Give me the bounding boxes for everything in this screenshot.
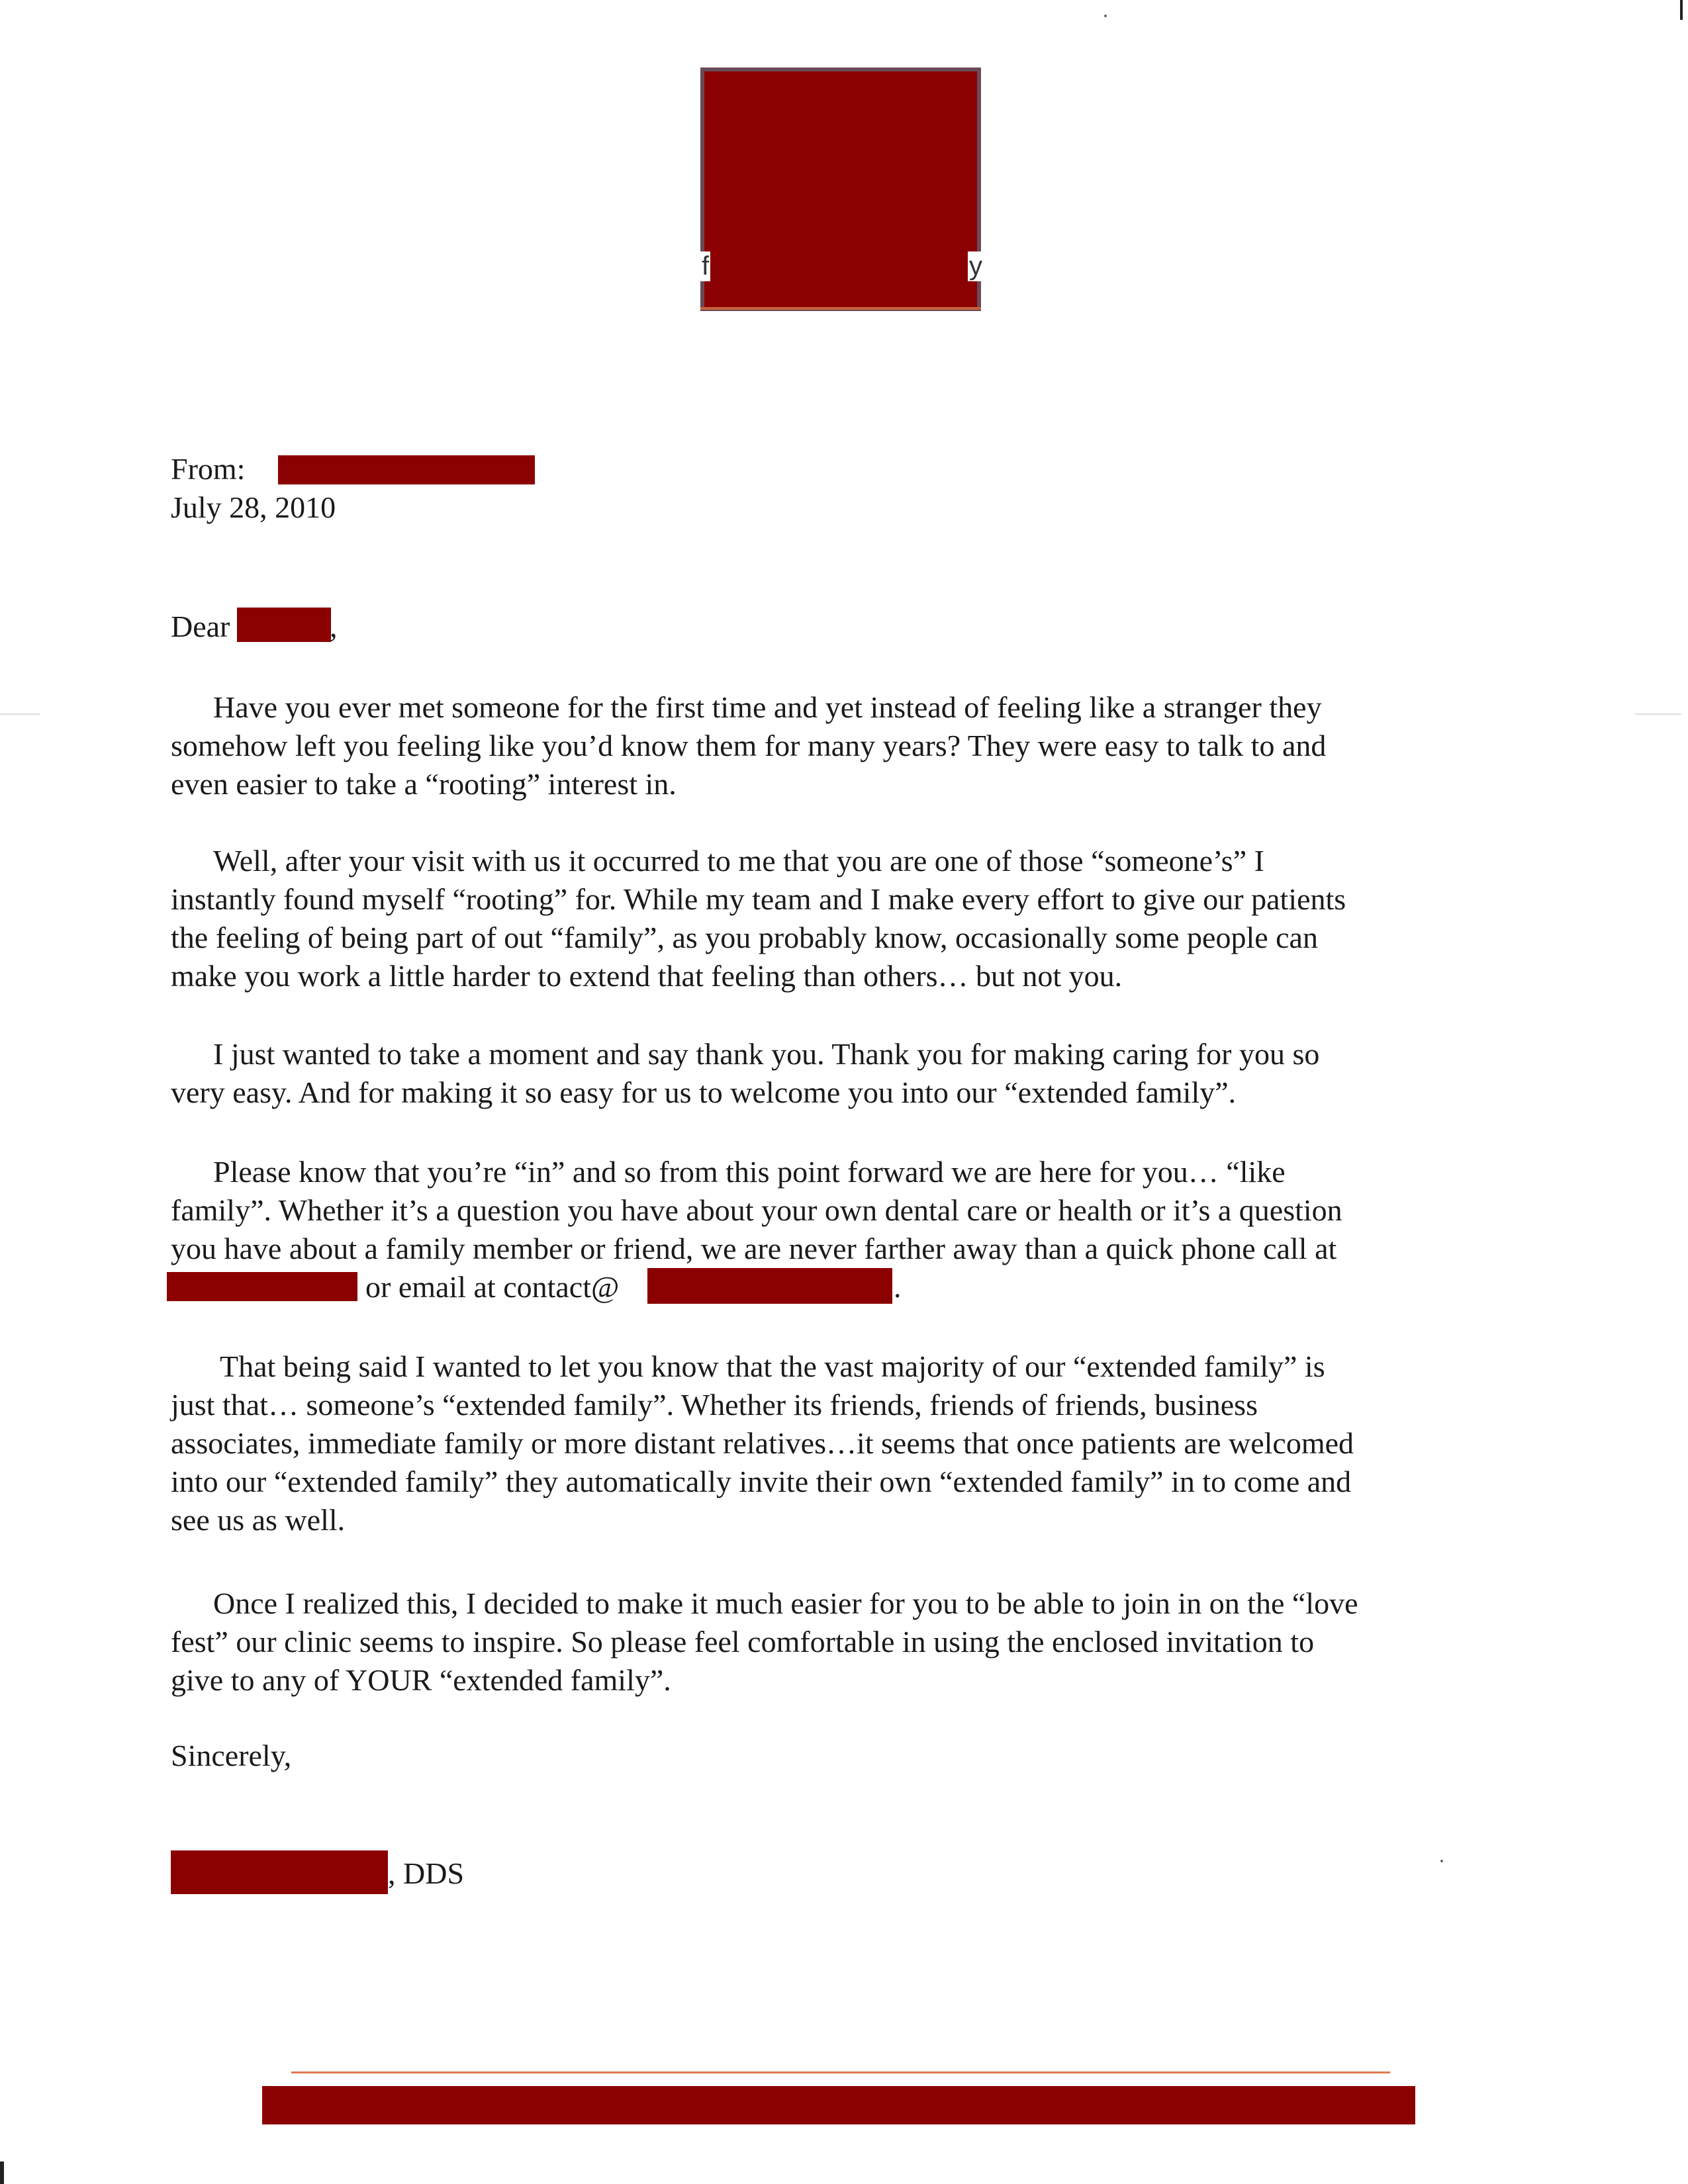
- redacted-logo: [700, 68, 981, 311]
- paragraph-5: [171, 1347, 1495, 1539]
- from-line: [171, 450, 245, 488]
- scan-edge-mark: [0, 2161, 4, 2184]
- logo-right-glyph: y: [969, 251, 982, 281]
- paragraph-4: [171, 1153, 1495, 1268]
- scan-edge-mark: [1680, 0, 1683, 20]
- margin-tick: [0, 713, 40, 715]
- paragraph-line: give to any of YOUR “extended family”.: [171, 1663, 671, 1697]
- margin-tick: [1635, 713, 1681, 715]
- paragraph-2: [171, 842, 1495, 995]
- paragraph-1: [171, 688, 1495, 803]
- redacted-phone-number: [167, 1272, 357, 1301]
- paragraph-line: even easier to take a “rooting” interest in.: [171, 767, 677, 801]
- paragraph-6: [171, 1584, 1495, 1700]
- signature-credential: , DDS: [388, 1856, 465, 1890]
- from-label: From:: [171, 452, 246, 486]
- paragraph-line: Have you ever met someone for the first time and yet instead of feeling like a stranger they: [213, 690, 1322, 724]
- paragraph-line: see us as well.: [171, 1503, 346, 1537]
- salutation-label: Dear: [171, 610, 230, 643]
- paragraph-line: family”. Whether it’s a question you have about your own dental care or health or it’s a question: [171, 1193, 1342, 1227]
- paragraph-line: That being said I wanted to let you know that the vast majority of our “extended family” is: [220, 1349, 1325, 1383]
- paragraph-line: the feeling of being part of out “family”, as you probably know, occasionally some people can: [171, 921, 1318, 954]
- letter-date: July 28, 2010: [171, 490, 336, 524]
- paragraph-line: just that… someone’s “extended family”. Whether its friends, friends of friends, business: [171, 1388, 1258, 1422]
- paragraph-line: somehow left you feeling like you’d know them for many years? They were easy to talk to and: [171, 729, 1327, 762]
- contact-email-label: or email at contact@: [365, 1270, 620, 1304]
- paragraph-line: I just wanted to take a moment and say thank you. Thank you for making caring for you so: [213, 1037, 1320, 1071]
- scan-speck: [1440, 1860, 1443, 1862]
- paragraph-3: [171, 1035, 1495, 1112]
- paragraph-line: fest” our clinic seems to inspire. So please feel comfortable in using the enclosed invitation to: [171, 1625, 1315, 1659]
- paragraph-line: instantly found myself “rooting” for. While my team and I make every effort to give our patients: [171, 882, 1346, 916]
- logo-left-glyph: f: [702, 251, 710, 281]
- redacted-email-domain: [647, 1268, 892, 1304]
- paragraph-line: Well, after your visit with us it occurred to me that you are one of those “someone’s” I: [213, 844, 1264, 878]
- logo-underline: [700, 307, 981, 310]
- redacted-footer-address: [262, 2086, 1415, 2124]
- redacted-recipient: [237, 608, 331, 642]
- salutation-comma: ,: [330, 610, 338, 643]
- paragraph-line: make you work a little harder to extend that feeling than others… but not you.: [171, 959, 1123, 993]
- footer-rule: [291, 2071, 1390, 2073]
- paragraph-line: Please know that you’re “in” and so from this point forward we are here for you… “like: [213, 1155, 1286, 1189]
- closing: Sincerely,: [171, 1739, 292, 1772]
- paragraph-line: you have about a family member or friend, we are never farther away than a quick phone call at: [171, 1232, 1337, 1265]
- redacted-signature-name: [171, 1850, 388, 1894]
- paragraph-line: associates, immediate family or more distant relatives…it seems that once patients are welcomed: [171, 1426, 1354, 1460]
- redacted-sender: [278, 455, 535, 484]
- contact-period: .: [894, 1270, 902, 1304]
- paragraph-line: very easy. And for making it so easy for us to welcome you into our “extended family”.: [171, 1075, 1237, 1109]
- paragraph-line: into our “extended family” they automatically invite their own “extended family” in to come and: [171, 1465, 1352, 1498]
- scan-speck: [1104, 15, 1107, 17]
- paragraph-line: Once I realized this, I decided to make it much easier for you to be able to join in on the “love: [213, 1586, 1358, 1620]
